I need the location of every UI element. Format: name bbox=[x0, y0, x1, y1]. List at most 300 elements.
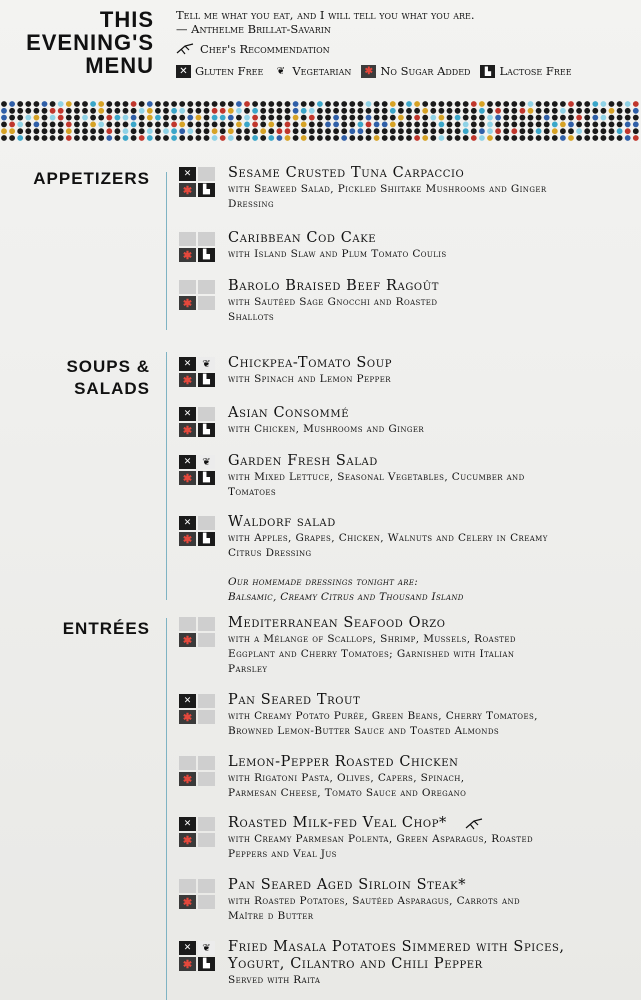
dot bbox=[123, 135, 129, 141]
dot bbox=[131, 122, 137, 128]
dot bbox=[90, 122, 96, 128]
dot bbox=[82, 128, 88, 134]
item-description: with a Mélange of Scallops, Shrimp, Mussels, Roasted bbox=[228, 633, 516, 645]
dot bbox=[390, 122, 396, 128]
dot bbox=[131, 128, 137, 134]
dot bbox=[196, 108, 202, 114]
dot bbox=[382, 128, 388, 134]
dot bbox=[293, 128, 299, 134]
dot bbox=[90, 128, 96, 134]
item-title: Garden Fresh Salad bbox=[228, 453, 378, 469]
empty-icon bbox=[198, 296, 215, 310]
dot bbox=[106, 108, 112, 114]
dot bbox=[17, 101, 23, 107]
dot bbox=[511, 135, 517, 141]
dot bbox=[601, 128, 607, 134]
dot bbox=[204, 108, 210, 114]
item-description: with Creamy Potato Purée, Green Beans, Cherry Tomatoes, bbox=[228, 710, 538, 722]
dot bbox=[503, 128, 509, 134]
dot bbox=[98, 135, 104, 141]
dot bbox=[325, 115, 331, 121]
dot bbox=[25, 135, 31, 141]
empty-icon bbox=[198, 280, 215, 294]
dot bbox=[9, 135, 15, 141]
dot bbox=[479, 115, 485, 121]
dot bbox=[576, 101, 582, 107]
dot bbox=[82, 115, 88, 121]
item-description: with Sautéed Sage Gnocchi and Roasted bbox=[228, 296, 438, 308]
dot bbox=[285, 108, 291, 114]
dot bbox=[439, 115, 445, 121]
dot bbox=[58, 128, 64, 134]
dot bbox=[358, 128, 364, 134]
dot bbox=[341, 108, 347, 114]
dot bbox=[244, 108, 250, 114]
dot bbox=[66, 122, 72, 128]
dot bbox=[609, 128, 615, 134]
item-description: with Apples, Grapes, Chicken, Walnuts and Celery in Creamy bbox=[228, 532, 548, 544]
dot bbox=[430, 122, 436, 128]
quote-author: — Anthelme Brillat-Savarin bbox=[176, 22, 331, 36]
item-title: Asian Consommé bbox=[228, 405, 350, 421]
dot bbox=[390, 115, 396, 121]
menu-item bbox=[179, 939, 629, 988]
dot bbox=[455, 108, 461, 114]
dietary-legend bbox=[176, 64, 572, 78]
dot bbox=[34, 101, 40, 107]
dot bbox=[147, 128, 153, 134]
dot bbox=[479, 128, 485, 134]
no-sugar-icon: ✱ bbox=[179, 423, 196, 437]
item-title: Pan Seared Trout bbox=[228, 692, 361, 708]
item-description: Citrus Dressing bbox=[228, 547, 312, 559]
decorative-dot-band bbox=[0, 100, 641, 142]
dot bbox=[382, 108, 388, 114]
dot bbox=[568, 115, 574, 121]
dot bbox=[9, 115, 15, 121]
dot bbox=[511, 101, 517, 107]
dot bbox=[123, 122, 129, 128]
dot bbox=[349, 101, 355, 107]
dietary-icons bbox=[179, 756, 215, 786]
dot bbox=[349, 122, 355, 128]
item-title: Mediterranean Seafood Orzo bbox=[228, 615, 446, 631]
item-description: Parmesan Cheese, Tomato Sauce and Oregano bbox=[228, 787, 467, 799]
gluten-free-icon: ✕ bbox=[179, 167, 196, 181]
dot bbox=[244, 128, 250, 134]
dot bbox=[601, 115, 607, 121]
dot bbox=[139, 115, 145, 121]
empty-icon bbox=[179, 879, 196, 893]
dot bbox=[430, 135, 436, 141]
dot bbox=[366, 101, 372, 107]
section-title-appetizers bbox=[0, 168, 150, 190]
dot bbox=[398, 128, 404, 134]
dot bbox=[333, 128, 339, 134]
dot bbox=[115, 122, 121, 128]
empty-icon bbox=[198, 772, 215, 786]
dot bbox=[25, 108, 31, 114]
item-title: Waldorf salad bbox=[228, 514, 336, 530]
no-sugar-icon: ✱ bbox=[179, 532, 196, 546]
leaf-icon: ❦ bbox=[198, 357, 215, 371]
dietary-icons bbox=[179, 941, 215, 971]
gluten-free-icon: ✕ bbox=[179, 516, 196, 530]
dot bbox=[560, 115, 566, 121]
quote bbox=[176, 8, 475, 36]
dot bbox=[309, 108, 315, 114]
dietary-icons bbox=[179, 516, 215, 546]
dot bbox=[187, 115, 193, 121]
cow-icon: ▙ bbox=[198, 423, 215, 437]
dot bbox=[479, 135, 485, 141]
dot bbox=[171, 122, 177, 128]
gluten-free-icon: ✕ bbox=[179, 817, 196, 831]
dot bbox=[139, 128, 145, 134]
dot bbox=[50, 108, 56, 114]
dot bbox=[17, 115, 23, 121]
dot bbox=[495, 128, 501, 134]
dot bbox=[204, 128, 210, 134]
empty-icon bbox=[198, 617, 215, 631]
quote-text: Tell me what you eat, and I will tell you what you are. bbox=[176, 8, 475, 22]
dot bbox=[228, 122, 234, 128]
cow-icon: ▙ bbox=[480, 65, 495, 78]
dot bbox=[252, 108, 258, 114]
dot bbox=[358, 101, 364, 107]
dot bbox=[414, 122, 420, 128]
dot bbox=[285, 115, 291, 121]
dot bbox=[187, 135, 193, 141]
dot bbox=[285, 135, 291, 141]
dot bbox=[633, 135, 639, 141]
dot bbox=[333, 108, 339, 114]
empty-icon bbox=[179, 280, 196, 294]
dot bbox=[42, 122, 48, 128]
empty-icon bbox=[198, 879, 215, 893]
dot bbox=[317, 128, 323, 134]
dot bbox=[398, 115, 404, 121]
dot bbox=[106, 122, 112, 128]
dot bbox=[422, 122, 428, 128]
dot bbox=[74, 135, 80, 141]
no-sugar-icon: ✱ bbox=[179, 248, 196, 262]
dot bbox=[422, 135, 428, 141]
dot bbox=[155, 108, 161, 114]
dot bbox=[374, 101, 380, 107]
dot bbox=[439, 108, 445, 114]
dot bbox=[544, 115, 550, 121]
dot bbox=[34, 115, 40, 121]
dot bbox=[601, 135, 607, 141]
dot bbox=[98, 115, 104, 121]
dot bbox=[455, 135, 461, 141]
dot bbox=[42, 135, 48, 141]
dot bbox=[66, 108, 72, 114]
chef-hat-icon bbox=[465, 818, 483, 830]
dot bbox=[447, 101, 453, 107]
dot bbox=[212, 108, 218, 114]
no-sugar-icon: ✱ bbox=[179, 471, 196, 485]
item-title: Lemon-Pepper Roasted Chicken bbox=[228, 754, 459, 770]
menu-item bbox=[179, 453, 629, 500]
item-description: with Creamy Parmesan Polenta, Green Asparagus, Roasted bbox=[228, 833, 533, 845]
dot bbox=[179, 135, 185, 141]
empty-icon bbox=[198, 232, 215, 246]
dot bbox=[90, 101, 96, 107]
dot bbox=[382, 122, 388, 128]
dot bbox=[74, 115, 80, 121]
section-title-text: SOUPS & bbox=[66, 357, 150, 376]
dot bbox=[439, 122, 445, 128]
dot bbox=[601, 108, 607, 114]
dot bbox=[277, 135, 283, 141]
dot bbox=[406, 101, 412, 107]
dot bbox=[98, 122, 104, 128]
dot bbox=[123, 101, 129, 107]
dot bbox=[536, 101, 542, 107]
dot bbox=[163, 122, 169, 128]
dot bbox=[260, 135, 266, 141]
dot bbox=[471, 122, 477, 128]
dot bbox=[236, 108, 242, 114]
menu-item bbox=[179, 877, 629, 924]
dot bbox=[333, 101, 339, 107]
dot bbox=[333, 135, 339, 141]
dot bbox=[293, 101, 299, 107]
item-description: with Spinach and Lemon Pepper bbox=[228, 373, 391, 385]
gluten-free-icon: ✕ bbox=[179, 357, 196, 371]
empty-icon bbox=[198, 633, 215, 647]
dot bbox=[390, 135, 396, 141]
dot bbox=[406, 122, 412, 128]
section-title-text: APPETIZERS bbox=[33, 169, 150, 188]
dot bbox=[106, 115, 112, 121]
dot bbox=[82, 135, 88, 141]
dot bbox=[212, 128, 218, 134]
dot bbox=[293, 122, 299, 128]
legend-no-sugar bbox=[361, 64, 470, 78]
dot bbox=[560, 128, 566, 134]
dot bbox=[528, 122, 534, 128]
dot bbox=[25, 122, 31, 128]
dot bbox=[179, 108, 185, 114]
dot bbox=[301, 135, 307, 141]
dot bbox=[252, 101, 258, 107]
dot bbox=[439, 135, 445, 141]
dot bbox=[511, 115, 517, 121]
dot bbox=[204, 122, 210, 128]
dot bbox=[487, 108, 493, 114]
dot bbox=[1, 135, 7, 141]
empty-icon bbox=[198, 895, 215, 909]
dot bbox=[244, 101, 250, 107]
cow-icon: ▙ bbox=[198, 532, 215, 546]
dot bbox=[220, 115, 226, 121]
dot bbox=[398, 108, 404, 114]
dot bbox=[544, 128, 550, 134]
dot bbox=[163, 135, 169, 141]
no-sugar-icon: ✱ bbox=[179, 895, 196, 909]
menu-item bbox=[179, 692, 629, 739]
dot bbox=[90, 108, 96, 114]
gluten-free-icon: ✕ bbox=[179, 407, 196, 421]
dot bbox=[155, 128, 161, 134]
dot bbox=[398, 122, 404, 128]
dot bbox=[179, 115, 185, 121]
dot bbox=[277, 122, 283, 128]
menu-item bbox=[179, 514, 629, 561]
dot bbox=[568, 108, 574, 114]
item-description: Served with Raita bbox=[228, 974, 321, 986]
dot bbox=[471, 128, 477, 134]
dot bbox=[17, 122, 23, 128]
dot bbox=[131, 115, 137, 121]
dot bbox=[212, 115, 218, 121]
dot bbox=[236, 101, 242, 107]
dot bbox=[196, 128, 202, 134]
legend-label: Vegetarian bbox=[292, 64, 352, 78]
dot bbox=[349, 128, 355, 134]
dot bbox=[455, 128, 461, 134]
item-description: with Roasted Potatoes, Sautéed Asparagus, Carrots and bbox=[228, 895, 520, 907]
dot bbox=[430, 108, 436, 114]
leaf-icon: ❦ bbox=[198, 941, 215, 955]
no-sugar-icon: ✱ bbox=[179, 957, 196, 971]
dot bbox=[228, 128, 234, 134]
dot bbox=[479, 108, 485, 114]
dot bbox=[277, 101, 283, 107]
gluten-free-icon: ✕ bbox=[179, 455, 196, 469]
dot bbox=[252, 135, 258, 141]
dot bbox=[455, 122, 461, 128]
dot bbox=[42, 115, 48, 121]
dot bbox=[374, 115, 380, 121]
dot bbox=[187, 101, 193, 107]
no-sugar-icon: ✱ bbox=[179, 296, 196, 310]
dot bbox=[487, 122, 493, 128]
dot bbox=[544, 135, 550, 141]
dot bbox=[268, 122, 274, 128]
menu-item bbox=[179, 278, 629, 325]
chef-recommendation-label: Chef's Recommendation bbox=[200, 42, 330, 56]
dot bbox=[552, 108, 558, 114]
dot bbox=[592, 101, 598, 107]
dot bbox=[325, 101, 331, 107]
dot bbox=[9, 128, 15, 134]
dot bbox=[544, 122, 550, 128]
dot bbox=[17, 135, 23, 141]
dot bbox=[479, 122, 485, 128]
dot bbox=[50, 122, 56, 128]
dot bbox=[66, 115, 72, 121]
dot bbox=[406, 128, 412, 134]
item-description: Maître d Butter bbox=[228, 910, 314, 922]
dot bbox=[204, 101, 210, 107]
item-title: Sesame Crusted Tuna Carpaccio bbox=[228, 165, 465, 181]
dot bbox=[228, 108, 234, 114]
chef-hat-icon bbox=[176, 43, 194, 55]
dot bbox=[317, 135, 323, 141]
dot bbox=[220, 108, 226, 114]
dot bbox=[422, 128, 428, 134]
dot bbox=[1, 122, 7, 128]
dot bbox=[147, 101, 153, 107]
dot bbox=[301, 101, 307, 107]
dot bbox=[609, 122, 615, 128]
item-title: Chickpea-Tomato Soup bbox=[228, 355, 393, 371]
dot bbox=[260, 122, 266, 128]
dot bbox=[42, 101, 48, 107]
dot bbox=[220, 128, 226, 134]
dot bbox=[609, 135, 615, 141]
dot bbox=[187, 108, 193, 114]
dot bbox=[90, 135, 96, 141]
dot bbox=[268, 108, 274, 114]
section-divider bbox=[166, 172, 167, 330]
chef-recommendation-legend bbox=[176, 42, 330, 56]
dot bbox=[520, 108, 526, 114]
dot bbox=[309, 101, 315, 107]
legend-lactose-free bbox=[480, 64, 571, 78]
dot bbox=[260, 128, 266, 134]
empty-icon bbox=[198, 710, 215, 724]
dot bbox=[536, 135, 542, 141]
dietary-icons bbox=[179, 280, 215, 310]
dot bbox=[325, 122, 331, 128]
dot bbox=[301, 115, 307, 121]
dot bbox=[463, 101, 469, 107]
dot bbox=[333, 122, 339, 128]
item-title: Pan Seared Aged Sirloin Steak* bbox=[228, 877, 467, 893]
dietary-icons bbox=[179, 617, 215, 647]
dot bbox=[301, 128, 307, 134]
dot bbox=[333, 115, 339, 121]
dot bbox=[204, 115, 210, 121]
dot bbox=[366, 128, 372, 134]
dot bbox=[390, 101, 396, 107]
empty-icon bbox=[198, 756, 215, 770]
item-title: Caribbean Cod Cake bbox=[228, 230, 377, 246]
dot bbox=[325, 135, 331, 141]
dot bbox=[163, 101, 169, 107]
dot bbox=[82, 122, 88, 128]
dot bbox=[171, 135, 177, 141]
dot bbox=[236, 115, 242, 121]
no-sugar-icon: ✱ bbox=[179, 710, 196, 724]
dot bbox=[625, 128, 631, 134]
dot bbox=[422, 101, 428, 107]
dot bbox=[1, 108, 7, 114]
dot bbox=[82, 101, 88, 107]
dot bbox=[487, 135, 493, 141]
cow-icon: ▙ bbox=[198, 373, 215, 387]
dot bbox=[536, 128, 542, 134]
dot bbox=[609, 115, 615, 121]
dot bbox=[163, 128, 169, 134]
dot bbox=[325, 108, 331, 114]
dot bbox=[228, 101, 234, 107]
dot bbox=[447, 128, 453, 134]
dot bbox=[358, 115, 364, 121]
dot bbox=[382, 135, 388, 141]
dot bbox=[487, 101, 493, 107]
dot bbox=[625, 115, 631, 121]
no-sugar-icon: ✱ bbox=[361, 65, 376, 78]
dot bbox=[196, 135, 202, 141]
dot bbox=[179, 122, 185, 128]
dot bbox=[106, 135, 112, 141]
